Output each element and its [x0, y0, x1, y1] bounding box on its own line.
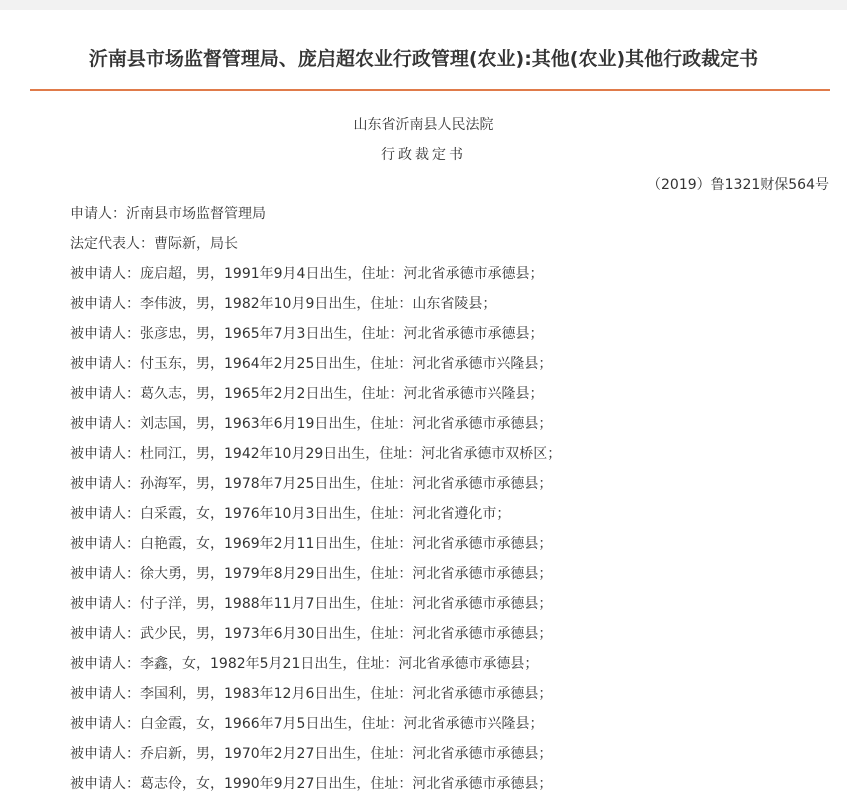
party-line: 被申请人：杜同江，男，1942年10月29日出生，住址：河北省承德市双桥区；	[70, 446, 562, 462]
party-line: 法定代表人：曹际新，局长	[70, 236, 238, 252]
party-line: 申请人：沂南县市场监督管理局	[70, 206, 266, 222]
party-line: 被申请人：葛久志，男，1965年2月2日出生，住址：河北省承德市兴隆县；	[70, 386, 544, 402]
party-line: 被申请人：白艳霞，女，1969年2月11日出生，住址：河北省承德市承德县；	[70, 536, 553, 552]
party-line: 被申请人：庞启超，男，1991年9月4日出生，住址：河北省承德市承德县；	[70, 266, 544, 282]
party-line: 被申请人：李国利，男，1983年12月6日出生，住址：河北省承德市承德县；	[70, 686, 553, 702]
court-name: 山东省沂南县人民法院	[353, 117, 494, 133]
case-number: （2019）鲁1321财保564号	[647, 177, 829, 193]
party-line: 被申请人：李伟波，男，1982年10月9日出生，住址：山东省陵县；	[70, 296, 497, 312]
party-line: 被申请人：张彦忠，男，1965年7月3日出生，住址：河北省承德市承德县；	[70, 326, 544, 342]
title-divider	[30, 89, 830, 91]
party-line: 被申请人：李鑫，女，1982年5月21日出生，住址：河北省承德市承德县；	[70, 656, 539, 672]
party-line: 被申请人：刘志国，男，1963年6月19日出生，住址：河北省承德市承德县；	[70, 416, 553, 432]
party-line: 被申请人：白金霞，女，1966年7月5日出生，住址：河北省承德市兴隆县；	[70, 716, 544, 732]
party-line: 被申请人：付玉东，男，1964年2月25日出生，住址：河北省承德市兴隆县；	[70, 356, 553, 372]
party-line: 被申请人：葛志伶，女，1990年9月27日出生，住址：河北省承德市承德县；	[70, 776, 553, 792]
party-line: 被申请人：乔启新，男，1970年2月27日出生，住址：河北省承德市承德县；	[70, 746, 553, 762]
party-line: 被申请人：付子洋，男，1988年11月7日出生，住址：河北省承德市承德县；	[70, 596, 553, 612]
page-title: 沂南县市场监督管理局、庞启超农业行政管理(农业):其他(农业)其他行政裁定书	[88, 48, 759, 70]
party-line: 被申请人：白采霞，女，1976年10月3日出生，住址：河北省遵化市；	[70, 506, 511, 522]
party-line: 被申请人：孙海军，男，1978年7月25日出生，住址：河北省承德市承德县；	[70, 476, 553, 492]
party-line: 被申请人：徐大勇，男，1979年8月29日出生，住址：河北省承德市承德县；	[70, 566, 553, 582]
parties-list	[70, 203, 561, 803]
top-bar	[0, 0, 847, 10]
document-type: 行政裁定书	[381, 147, 466, 163]
party-line: 被申请人：武少民，男，1973年6月30日出生，住址：河北省承德市承德县；	[70, 626, 553, 642]
